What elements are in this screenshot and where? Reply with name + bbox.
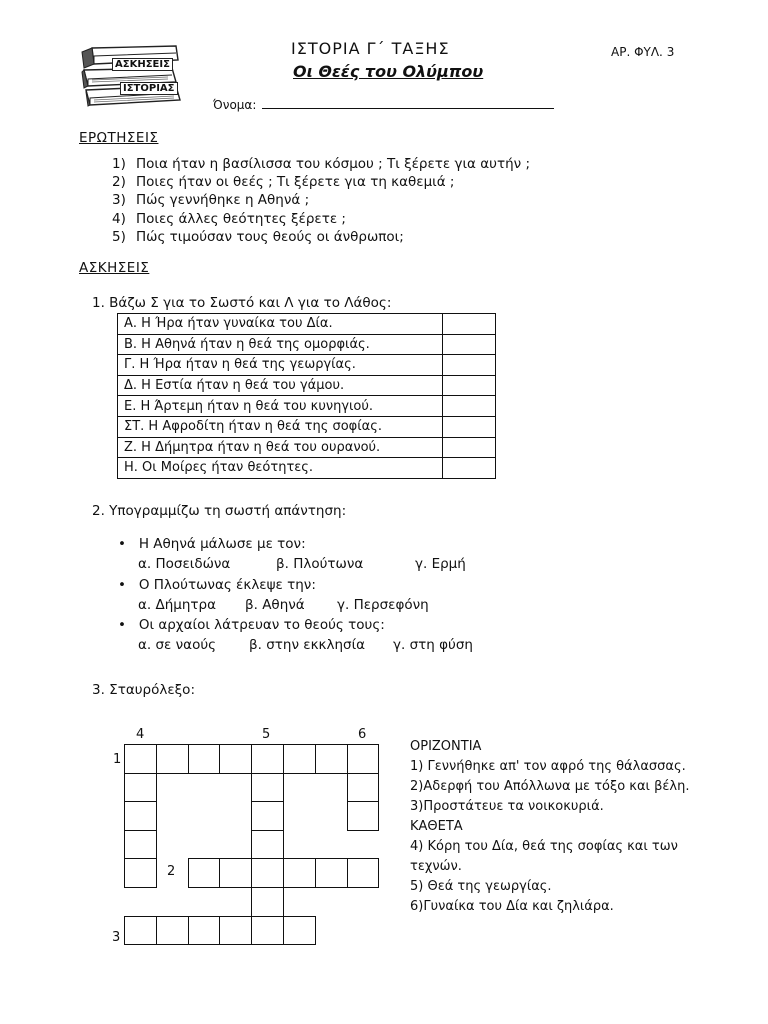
crossword-cell[interactable] — [315, 744, 348, 774]
crossword-cell[interactable] — [156, 916, 189, 946]
question-number: 5) — [112, 228, 126, 245]
clue-number-6: 6 — [358, 727, 367, 742]
question-number: 1) — [112, 156, 126, 172]
down-heading: ΚΑΘΕΤΑ — [410, 819, 463, 834]
answer-cell[interactable] — [443, 334, 496, 355]
bullet-icon: • — [118, 617, 139, 633]
question-item — [112, 210, 530, 228]
crossword-cell[interactable] — [251, 830, 284, 860]
table-row — [118, 314, 496, 335]
crossword-cell[interactable] — [283, 916, 316, 946]
crossword-cell[interactable] — [124, 801, 157, 831]
questions-list — [112, 155, 530, 246]
statement-cell: Ε. Η Άρτεμη ήταν η θεά του κυνηγιού. — [118, 396, 443, 417]
exercise-2-title: 2. Υπογραμμίζω τη σωστή απάντηση: — [92, 503, 347, 519]
across-clue: 1) Γεννήθηκε απ' τον αφρό της θάλασσας. — [410, 759, 686, 774]
question-item — [112, 173, 530, 191]
crossword-cell[interactable] — [124, 773, 157, 803]
crossword-cell[interactable] — [219, 744, 252, 774]
across-clue: 2)Αδερφή του Απόλλωνα με τόξο και βέλη. — [410, 779, 690, 794]
answer-cell[interactable] — [443, 396, 496, 417]
mc-question-text: Η Αθηνά μάλωσε με τον: — [138, 536, 306, 552]
crossword-cell[interactable] — [251, 773, 284, 803]
crossword-cell[interactable] — [188, 744, 221, 774]
down-clue: 6)Γυναίκα του Δία και ζηλιάρα. — [410, 899, 614, 914]
question-item — [112, 191, 530, 209]
crossword-cell[interactable] — [347, 801, 380, 831]
exercises-heading: ΑΣΚΗΣΕΙΣ — [79, 260, 150, 276]
question-number: 3) — [112, 192, 126, 209]
crossword-cell[interactable] — [347, 744, 380, 774]
crossword-cell[interactable] — [251, 744, 284, 774]
down-clue: 4) Κόρη του Δία, θεά της σοφίας και των τεχνών. — [410, 839, 678, 874]
crossword-cell[interactable] — [347, 773, 380, 803]
statement-cell: Ζ. Η Δήμητρα ήταν η θεά του ουρανού. — [118, 437, 443, 458]
mc-option[interactable]: γ. Ερμή — [415, 556, 466, 572]
statement-cell: Α. Η Ήρα ήταν γυναίκα του Δία. — [118, 314, 443, 335]
crossword-cell[interactable] — [283, 858, 316, 888]
crossword-cell[interactable] — [251, 858, 284, 888]
across-heading: ΟΡΙΖΟΝΤΙΑ — [410, 739, 482, 754]
logo-label-bottom: ΙΣΤΟΡΙΑΣ — [120, 82, 178, 95]
table-row — [118, 437, 496, 458]
statement-cell: Γ. Η Ήρα ήταν η θεά της γεωργίας. — [118, 355, 443, 376]
exercise-1-title: 1. Βάζω Σ για το Σωστό και Λ για το Λάθος: — [92, 295, 392, 311]
crossword-cell[interactable] — [251, 801, 284, 831]
table-row — [118, 458, 496, 479]
logo-label-top: ΑΣΚΗΣΕΙΣ — [112, 58, 173, 71]
question-item — [112, 228, 530, 246]
table-row — [118, 355, 496, 376]
statement-cell: Β. Η Αθηνά ήταν η θεά της ομορφιάς. — [118, 334, 443, 355]
mc-option[interactable]: γ. Περσεφόνη — [337, 597, 429, 613]
answer-cell[interactable] — [443, 458, 496, 479]
table-row — [118, 375, 496, 396]
crossword-cell[interactable] — [283, 744, 316, 774]
crossword-cell[interactable] — [219, 916, 252, 946]
clue-number-2: 2 — [167, 864, 176, 879]
mc-option[interactable]: γ. στη φύση — [393, 637, 473, 653]
across-clue: 3)Προστάτευε τα νοικοκυριά. — [410, 799, 604, 814]
mc-question — [118, 536, 306, 552]
statement-cell: Η. Οι Μοίρες ήταν θεότητες. — [118, 458, 443, 479]
crossword-cell[interactable] — [188, 916, 221, 946]
worksheet-title: ΙΣΤΟΡΙΑ Γ΄ ΤΑΞΗΣ — [291, 39, 450, 58]
mc-question-text: Οι αρχαίοι λάτρευαν το θεούς τους: — [138, 617, 385, 633]
clue-number-4: 4 — [136, 727, 145, 742]
crossword-cell[interactable] — [124, 858, 157, 888]
question-number: 2) — [112, 174, 126, 191]
exercise-3-title: 3. Σταυρόλεξο: — [92, 682, 195, 698]
answer-cell[interactable] — [443, 375, 496, 396]
crossword-cell[interactable] — [124, 744, 157, 774]
clue-number-1: 1 — [113, 752, 122, 767]
questions-heading: ΕΡΩΤΗΣΕΙΣ — [79, 130, 159, 146]
mc-question-text: Ο Πλούτωνας έκλεψε την: — [138, 577, 316, 593]
table-row — [118, 334, 496, 355]
table-row — [118, 396, 496, 417]
mc-option[interactable]: α. σε ναούς — [138, 637, 217, 653]
crossword-cell[interactable] — [124, 916, 157, 946]
crossword-cell[interactable] — [315, 858, 348, 888]
crossword-cell[interactable] — [188, 858, 221, 888]
question-text: Πώς τιμούσαν τους θεούς οι άνθρωποι; — [136, 228, 404, 245]
question-text: Ποιες ήταν οι θεές ; Τι ξέρετε για τη καθεμιά ; — [136, 174, 455, 191]
true-false-table — [117, 313, 496, 479]
clue-number-5: 5 — [262, 727, 271, 742]
mc-option[interactable]: β. Πλούτωνα — [276, 556, 364, 572]
crossword-clues — [410, 737, 710, 917]
mc-option[interactable]: α. Δήμητρα — [138, 597, 217, 613]
crossword-cell[interactable] — [251, 887, 284, 917]
question-text: Πώς γεννήθηκε η Αθηνά ; — [136, 192, 310, 209]
statement-cell: ΣΤ. Η Αφροδίτη ήταν η θεά της σοφίας. — [118, 416, 443, 437]
mc-option[interactable]: α. Ποσειδώνα — [138, 556, 231, 572]
books-illustration — [80, 42, 184, 108]
down-clue: 5) Θεά της γεωργίας. — [410, 879, 552, 894]
question-text: Ποιες άλλες θεότητες ξέρετε ; — [136, 210, 346, 227]
crossword-cell[interactable] — [156, 744, 189, 774]
bullet-icon: • — [118, 536, 139, 552]
question-number: 4) — [112, 210, 126, 227]
answer-cell[interactable] — [443, 437, 496, 458]
name-label: Όνομα: — [213, 98, 257, 112]
mc-option[interactable]: β. Αθηνά — [245, 597, 305, 613]
bullet-icon: • — [118, 577, 139, 593]
name-field[interactable] — [213, 98, 554, 112]
answer-cell[interactable] — [443, 355, 496, 376]
crossword-cell[interactable] — [124, 830, 157, 860]
name-blank-line[interactable] — [262, 98, 554, 109]
mc-question — [118, 617, 385, 633]
sheet-number: ΑΡ. ΦΥΛ. 3 — [611, 45, 675, 59]
worksheet-subtitle: Οι Θεές του Ολύμπου — [293, 62, 484, 81]
answer-cell[interactable] — [443, 416, 496, 437]
question-text: Ποια ήταν η βασίλισσα του κόσμου ; Τι ξέρετε για αυτήν ; — [136, 156, 531, 172]
mc-question — [118, 577, 316, 593]
crossword-cell[interactable] — [347, 858, 380, 888]
crossword-cell[interactable] — [251, 916, 284, 946]
books-logo — [80, 42, 184, 108]
answer-cell[interactable] — [443, 314, 496, 335]
statement-cell: Δ. Η Εστία ήταν η θεά του γάμου. — [118, 375, 443, 396]
question-item — [112, 155, 530, 173]
clue-number-3: 3 — [112, 930, 121, 945]
table-row — [118, 416, 496, 437]
crossword-cell[interactable] — [219, 858, 252, 888]
mc-option[interactable]: β. στην εκκλησία — [249, 637, 366, 653]
